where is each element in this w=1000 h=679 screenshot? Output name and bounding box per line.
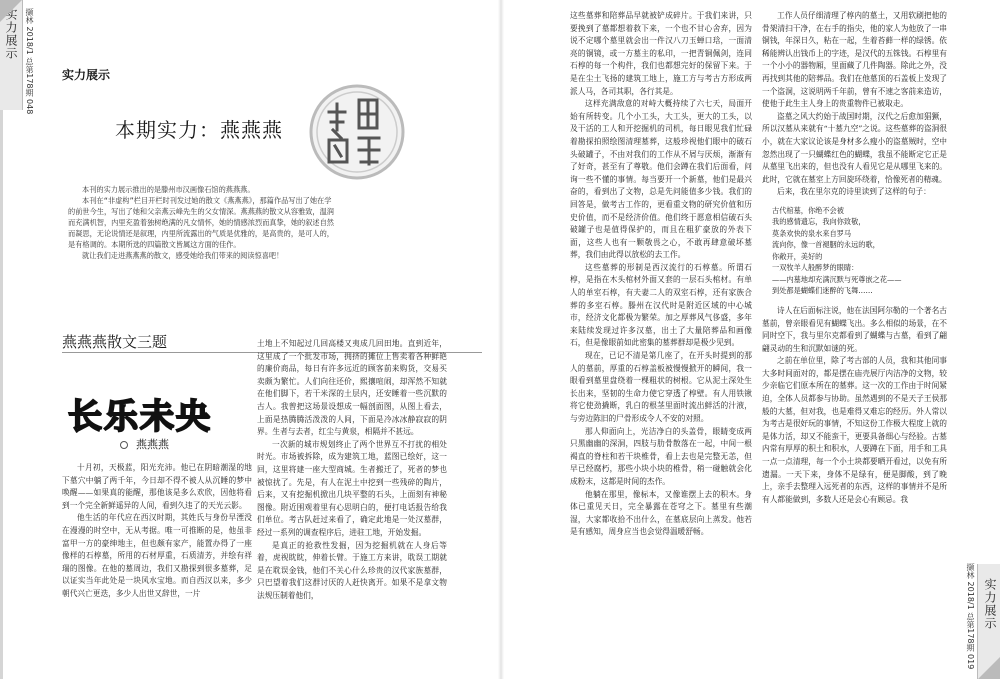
poem-line: 流向你，像一首褪胭的永远的歌， — [772, 240, 880, 250]
essay-title: 长乐未央 — [68, 397, 212, 437]
seal-stamp-icon — [307, 82, 407, 182]
poem-quote — [762, 205, 947, 297]
intro-paragraph: 本刊在“非虚构”栏目开栏时刊发过她的散文《燕燕燕》，那篇作品写出了她在学的前世今生，写出了她和父亲燕云峰先生的父女情深。燕燕燕的散文从容雅致，温润而充满机智，内里充盈着独树绝满的凡女情怀，她的情感浓烈而真挚，她的叙述自然而凝思，无论说情还是叙理，内里所流露出的气质是优雅的，是高贵的，是可人的，是有格调的。本期所选的四篇散文皆属这方面的佳作。 — [68, 196, 334, 249]
body-paragraph: 一次新的城市规划终止了两个世界互不打扰的相处时光。市场被拆除，成为建筑工地，蓝图已绘好，这一回，这里将建一座大型商城。生者搬迁了，死者的梦也被惊扰了。先是，有人在泥土中挖到一些残碎的陶片，后来，又有挖掘机掀出几块平整的石头，上面刻有神秘图像。附近围观着里有心思明白的，便打电话报告给我们单位。考古队赶过来看了，确定此地是一处汉墓群，经过一系列的调查程序后，进驻工地，开始发掘。 — [257, 439, 447, 537]
right-column-1 — [570, 10, 752, 539]
body-paragraph: 他生活的年代应在西汉时期，其姓氏与身份早湮没在漫漫的时空中，无从考据。唯一可推断的是，他虽非富甲一方的豪绅地主，但也颇有家产，能置办得了一座像样的石椁墓，所用的石材厚重，石质清芳，并绘有祥瑞的图像。在他的墓周边，我们又勘探到很多墓葬，足以证实当年此处是一块风水宝地。而自西汉以来，多少朝代兴亡更迭，多少人出世又辞世，一片 — [62, 513, 252, 598]
right-section-tab-label: 实力展示 — [983, 578, 997, 630]
body-paragraph: 他躺在那里，像标本，又像谁摆上去的积木。身体已重见天日，完全暴露在苍穹之下。墓里有些潮湿，大家都收拾不出什么，在墓底层向上蒸发。他若是有感知，周身应当也会觉得温暖舒畅。 — [570, 489, 752, 537]
intro-paragraph: 本刊的实力展示推出的是滕州市汉画像石馆的燕燕燕。 — [82, 185, 255, 194]
body-paragraph: 那人仰面向上，光洁净白的头盖骨，眼睛变成两只黑幽幽的深洞，四肢与肋骨散落在一起，中间一根褐直的脊柱和若干块椎骨，看上去也是完整无恙，但早已经腐朽，那些小块小块的椎骨，稍一碰触就会化成粉末，这都是时间的杰作。 — [570, 426, 752, 486]
body-paragraph: 是真正的抢救性发掘，因为挖掘机就在人身后等着，虎视眈眈，伸着长臂。于施工方来讲，耽误工期就是在耽误金钱，他们不关心什么珍贵的汉代家族墓群，只巴望着我们这群讨厌的人赶快离开。如果不是拿文物法规压制着他们， — [257, 540, 447, 600]
page-title: 本期实力：燕燕燕 — [115, 118, 283, 142]
left-page-edge — [0, 110, 3, 679]
body-paragraph: 十月初，天极蓝，阳光充沛。他已在阴暗潮湿的地下墓穴中躺了两千年，今日却不得不被人从沉睡的梦中唤醒——如果真的能醒，那他该是多么欢欣，因他将看到一个完全新鲜遥异的人间，看到久违了的天光云影。 — [62, 463, 252, 510]
poem-line: ——内墓地却充满沉默与死尊嵌之花—— — [772, 274, 902, 284]
body-paragraph: 工作人员仔细清理了椁内的墓土，又用软刷把他的骨架清扫干净，在右手的指尖，他的家人为他放了一串铜钱，年深日久，粘在一起，生着苔藓一样的绿锈。依稀能辨认出钱币上的字迹，是汉代的五铢钱。石椁里有一个小小的器物厢，里面藏了几件陶器。除此之外，没再找到其他的陪葬品。我们在他墓顶的石盖板上发现了一个盗洞，这说明两千年前，曾有不速之客前来造访，使他于此生主人身上的贵重物件已被取走。 — [762, 11, 947, 109]
poem-line: 到处都是蝴蝶们迷醉的飞舞…… — [772, 286, 873, 296]
author-byline — [120, 436, 169, 452]
left-column-2 — [257, 338, 447, 602]
left-section-tab-label: 实力展示 — [4, 8, 18, 60]
body-paragraph: 土地上不知起过几回高楼又夷成几回田地。直到近年，这里成了一个批发市场，拥挤的摊位上售卖着各种鲜艳的廉价商品，每日有许多远近的顾客前来购货，交易买卖颇为繁忙。人们向往还价，熙攘喧闹，却浑然不知就在他们脚下，若干米深的土层内，还安睡着一些沉默的古人。我曾把这场景设想成一幅剖面图，从图上看去，上面是热腾腾活泼泼的人间，下面是冷冰冰静寂寂的阴界。生者与去者，红尘与黄泉，相隔并不甚远。 — [257, 339, 447, 437]
poem-line: 你敞开，美好的 — [772, 251, 823, 261]
corner-fold-icon — [978, 657, 1000, 679]
body-paragraph: 诗人在后面标注说，他在法国阿尔勒的一个著名古墓前，曾亲眼看见有蝴蝶飞出。多么相似的场景，在不同时空下，我与里尔克都看到了蝴蝶与古墓，看到了翩翩灵动的生和沉默如谜的死。 — [762, 305, 947, 353]
body-paragraph: 现在，已记不清是第几座了，在开头时提到的那人的墓前，厚重的石椁盖板被慢慢掀开的瞬间，我一眼看到墓里盘绕着一棵粗状的树根。它从泥土深处生长出来，坚韧的生命力使它穿透了椁壁。有人用铁锹将它使劲撬断，乳白的根茎里面时流出鲜活的汁液，与旁边陈旧的尸骨形成令人不安的对照。 — [570, 351, 752, 423]
section-label: 实力展示 — [62, 68, 111, 82]
left-running-footer: 撷林 2018/1 总第178期 048 — [25, 8, 34, 115]
body-paragraph: 这样充满敌意的对峙大概持续了六七天，局面开始有所转变。几个小工头，大工头，更大的工头，以及干活的工人和开挖掘机的司机，每日眼见我们忙碌着勘探拍照绘图清理墓葬，这般珍视他们眼中的破石头破罐子，不由对我们的工作从不屑与厌烦，渐渐有了好奇，甚至有了尊敬。他们会蹲在我们后面看，问询一些不懂的事情。每当要开一个新墓，他们是最兴奋的，看到出了文物，总是先问能值多少钱。我们的回答是，做考古工作的，更看重文物的研究价值和历史价值，而不是经济价值。他们终于愿意相信破石头破罐子也是值得保护的，而且在粗犷豪放的外表下面，这些人也有一颗敬畏之心，不敢再肆意破坏墓葬，我们由此得以放松的去工作。 — [570, 99, 752, 260]
poem-line: 一双牧羊人般醉梦的眼睛： — [772, 263, 859, 273]
bullet-circle-icon — [120, 441, 128, 449]
body-paragraph: 这些墓葬和陪葬品早就被铲成碎片。于我们来讲，只要挽到了墓都想着救下来，一个也不甘心舍弃，因为说不定哪个墓里就会出一件汉八刀玉蝉口琀，一面清亮的铜镜，或一方墓主的私印，一把青铜佩剑，连同石椁的每一个构件，我们也都想完好的保留下来。于是在尘土飞扬的建筑工地上，施工方与考古方形成两派人马，各司其职，各行其是。 — [570, 11, 752, 96]
left-column-1 — [62, 462, 252, 601]
corner-fold-icon — [0, 0, 22, 22]
body-paragraph: 这些墓葬的形制是西汉流行的石椁墓。所谓石椁，是指在木头棺材外面又套的一层石头棺材。有单人的单室石椁，有夫妻二人的双室石椁，还有家族合葬的多室石椁。滕州在汉代时是附近区域的中心城市，经济文化都极为繁荣。加之厚葬风气侈盛，多年来陆续发现过许多汉墓，出土了大量陪葬品和画像石，但是像眼前如此密集的墓葬群却是极少见到。 — [570, 262, 752, 348]
essays-heading: 燕燕燕散文三题 — [62, 333, 168, 351]
body-paragraph: 后来，我在里尔克的诗里读到了这样的句子： — [777, 187, 931, 197]
author-name: 燕燕燕 — [136, 438, 169, 451]
intro-paragraph: 就让我们走进燕燕燕的散文，感受她给我们带来的阅读惊喜吧！ — [82, 251, 284, 260]
center-gutter — [498, 0, 504, 679]
poem-line: 我的感情遗忘，我向你致敬， — [772, 217, 866, 227]
right-column-2 — [762, 10, 947, 506]
body-paragraph: 盗墓之风大约始于战国时期，汉代之后愈加猖獗，所以汉墓从来就有“十墓九空”之说。这些墓葬的盗洞很小，就在大家议论该是身材多么瘦小的盗墓贼时，空中忽然出现了一只蝴蝶红色的蝴蝶，我虽不能断定它正是从墓里飞出来的，但也没有人看见它是从哪里飞来的。此时，它就在墓室上方回旋环绕着，恰像死者的精魂。 — [762, 111, 947, 184]
body-paragraph: 之前在单位里，除了考古部的人员，我和其他同事大多时间面对的，都是摆在庙壳展厅内洁净的文物，较少亲临它们原本所在的墓葬。这一次的工作由于时间紧迫，全体人员都参与协助。虽然遇到的不是天子王侯那般的大墓，但对我，也是难得又难忘的经历。外人常以为考古是很好玩的事情，不知这份工作极大程度上就的是体力活，却又不能蛮干，更要具备细心与经验。古墓内常有厚厚的积土和积水，人要蹲在下面，用手和工具一点一点清理，每一个小土块都要晒开看过，以免有所遗漏。一天下来，身体不是绿有，便是脚酸，到了晚上，亲手去整理入远死者的东西，这样的事情并不是所有人都能做到，多数人还是会心有顾忌。我 — [762, 356, 947, 504]
right-running-footer: 撷林 2018/1 总第178期 019 — [966, 562, 975, 669]
poem-line: 莫条欢快的泉水来自罗马 — [772, 228, 852, 238]
intro-text — [68, 184, 338, 261]
poem-line: 古代棺墓，你绝不会被 — [772, 205, 844, 215]
